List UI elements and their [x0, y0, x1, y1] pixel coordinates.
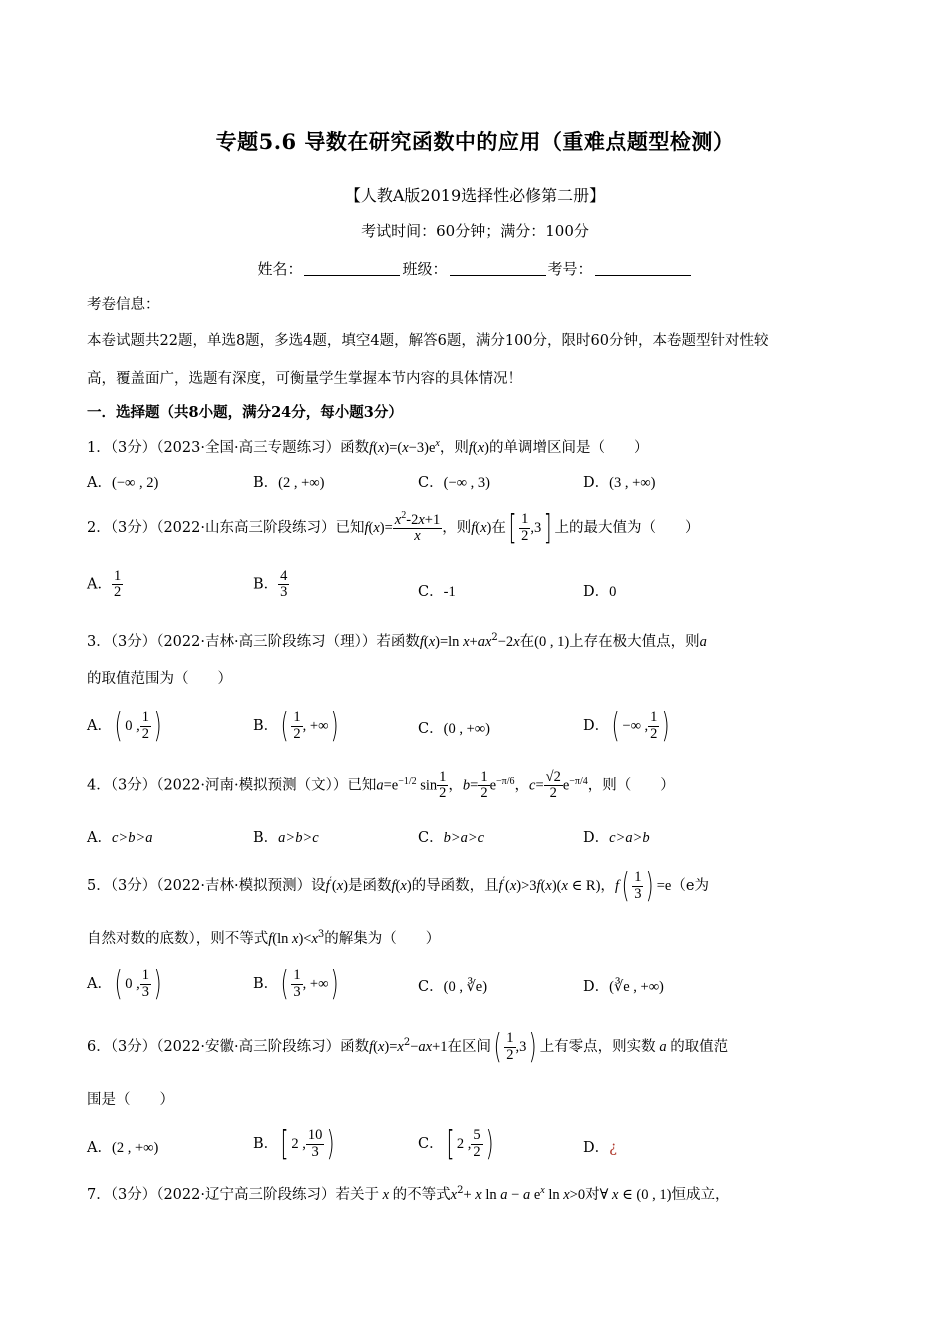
page-title: 专题5.6 导数在研究函数中的应用（重难点题型检测） — [215, 129, 735, 154]
q3-option-a[interactable]: A．( 0 , $\frac{1}{2}$ ) — [87, 706, 162, 746]
name-blank[interactable] — [304, 261, 400, 276]
q4-option-b[interactable]: B．a>b>c — [253, 830, 319, 846]
student-info — [0, 258, 950, 279]
q5-option-b[interactable]: B．( $\frac{1}{3}$ , +∞) — [253, 964, 340, 1004]
class-blank[interactable] — [450, 261, 546, 276]
q6-option-d[interactable]: D．¿ — [583, 1140, 617, 1156]
q1-option-d[interactable]: D．(3 , +∞) — [583, 475, 656, 491]
question-7: 7．（3分）（2022·辽宁高三阶段练习）若关于 x 的不等式$x^2+ x$ ln a − a $e^x$ ln x>0对∀ x ∈ (0 , 1)恒成立， — [87, 1185, 730, 1203]
q3-option-c[interactable]: C．(0 , +∞) — [418, 721, 490, 737]
number-blank[interactable] — [595, 261, 691, 276]
question-5: 5．（3分）（2022·吉林·模拟预测）设f′(x)是函数f(x)的导函数，且f′(x)>3f(x)(x ∈ R)，f( $\frac{1}{3}$ ) =e（e为 — [87, 866, 709, 906]
q4-option-a[interactable]: A．c>b>a — [87, 830, 153, 846]
question-2: 2．（3分）（2022·山东高三阶段练习）已知f(x)= $\frac{x^2-2x+1}{x}$ ，则f(x)在[ $\frac{1}{2}$ ,3] 上的最大值为（ ） — [87, 508, 700, 548]
q2-option-c[interactable]: C．-1 — [418, 584, 456, 600]
q4-option-d[interactable]: D．c>a>b — [583, 830, 650, 846]
q1-option-b[interactable]: B．(2 , +∞) — [253, 475, 325, 491]
q5-option-c[interactable]: C．(0 , ∛e) — [418, 979, 488, 995]
q1-option-c[interactable]: C．(−∞ , 3) — [418, 475, 490, 491]
q6-option-a[interactable]: A．(2 , +∞) — [87, 1140, 159, 1156]
class-label: 班级： — [402, 260, 448, 278]
q6-option-b[interactable]: B．[ 2 , $\frac{10}{3}$ ) — [253, 1124, 336, 1164]
q2-option-a[interactable]: A． $\frac{1}{2}$ — [87, 568, 122, 601]
q5-option-a[interactable]: A．( 0 , $\frac{1}{3}$ ) — [87, 964, 162, 1004]
question-6: 6．（3分）（2022·安徽·高三阶段练习）函数$f(x)=x^2-ax+1$在区间( $\frac{1}{2}$ ,3) 上有零点，则实数 a 的取值范 — [87, 1027, 729, 1067]
question-4: 4．（3分）（2022·河南·模拟预测（文））已知$a=e^{-1/2}$ sin $\frac{1}{2}$ ，b= $\frac{1}{2}$ $e^{-\pi/6}$，c= $\frac{√2}{2}$ $e^{-\pi/4}$，则（ ） — [87, 769, 675, 802]
q1-option-a[interactable]: A．(−∞ , 2) — [87, 475, 159, 491]
subtitle: 【人教A版2019选择性必修第二册】 — [344, 186, 606, 205]
q5-option-d[interactable]: D．(∛e , +∞) — [583, 979, 664, 995]
exam-info-line1: 本卷试题共22题，单选8题，多选4题，填空4题，解答6题，满分100分，限时60分钟，本卷题型针对性较 — [87, 333, 769, 349]
exam-info-label: 考卷信息： — [87, 297, 160, 313]
section-heading: 一．选择题（共8小题，满分24分，每小题3分） — [87, 404, 403, 421]
q3-option-b[interactable]: B．( $\frac{1}{2}$ , +∞) — [253, 706, 340, 746]
question-5-line2: 自然对数的底数），则不等式f(ln $x)<x^3$的解集为（ ） — [87, 929, 441, 947]
q4-option-c[interactable]: C．b>a>c — [418, 830, 485, 846]
question-1: 1．（3分）（2023·全国·高三专题练习）函数$f(x)=(x-3)e^x$，则f(x)的单调增区间是（ ） — [87, 438, 649, 456]
question-3: 3．（3分）（2022·吉林·高三阶段练习（理））若函数f(x)=ln $x+ax^2-2x$在(0 , 1)上存在极大值点，则a — [87, 632, 707, 650]
question-6-line2: 围是（ ） — [87, 1092, 174, 1108]
question-3-line2: 的取值范围为（ ） — [87, 671, 232, 687]
q3-option-d[interactable]: D．( −∞ , $\frac{1}{2}$ ) — [583, 706, 671, 746]
exam-time: 考试时间：60分钟；满分：100分 — [361, 222, 589, 240]
q2-option-b[interactable]: B． $\frac{4}{3}$ — [253, 568, 288, 601]
q6-option-c[interactable]: C．[ 2 , $\frac{5}{2}$ ) — [418, 1124, 494, 1164]
number-label: 考号： — [547, 260, 593, 278]
name-label: 姓名： — [257, 260, 303, 278]
q2-option-d[interactable]: D．0 — [583, 584, 617, 600]
exam-info-line2: 高，覆盖面广，选题有深度，可衡量学生掌握本节内容的具体情况！ — [87, 371, 522, 387]
